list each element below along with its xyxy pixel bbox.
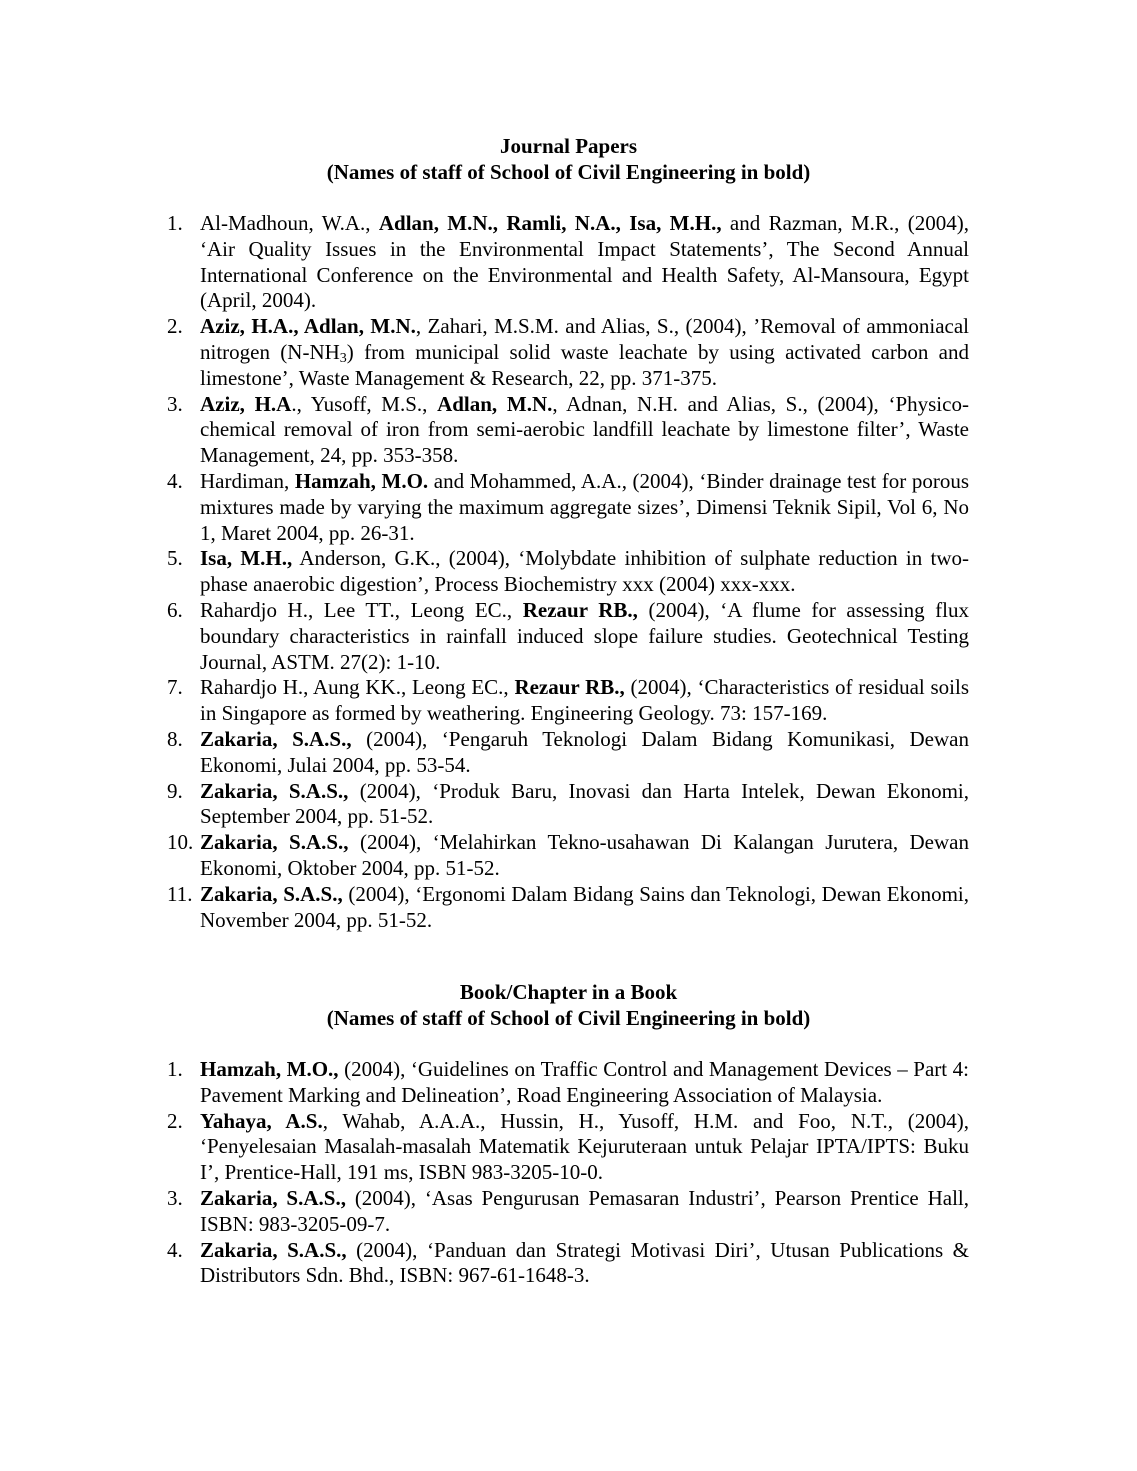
reference-text (200, 1186, 969, 1236)
reference-text-segment: (2004), ‘Panduan dan Strategi Motivasi Diri’, Utusan Publications & Distributors Sdn. Bhd., ISBN: 967-61-1648-3. (200, 1237, 969, 1288)
reference-text-segment: (2004), ‘Melahirkan Tekno-usahawan Di Kalangan Jurutera, Dewan Ekonomi, Oktober 2004, pp. 51-52. (200, 830, 969, 880)
reference-text-segment: Rahardjo H., Lee TT., Leong EC., (200, 597, 523, 622)
reference-item (167, 597, 969, 675)
reference-item (167, 468, 970, 546)
subscript: 3 (339, 350, 347, 366)
reference-item (167, 675, 969, 727)
reference-text-segment: Rahardjo H., Aung KK., Leong EC., (200, 675, 515, 700)
reference-text-segment: , Adnan, N.H. and Alias, S., (2004), ‘Physico-chemical removal of iron from semi-aerobic landfill leachate by limestone filter’, Waste Management, 24, pp. 353-358. (200, 391, 969, 468)
reference-text (200, 469, 969, 545)
reference-item (167, 1185, 969, 1238)
staff-name-bold: Yahaya, A.S. (200, 1108, 323, 1133)
reference-text (200, 675, 969, 725)
staff-name-bold: Adlan, M.N. (437, 391, 553, 416)
staff-name-bold: Rezaur RB., (522, 597, 638, 622)
reference-text-segment: and Razman, M.R., (2004), ‘Air Quality Issues in the Environmental Impact Statements’, The Second Annual International Conference on the Environmental and Health Safety, Al-Mansoura, Egypt (April, 2004). (200, 211, 969, 313)
reference-text (200, 1238, 969, 1288)
reference-text-segment: , Zahari, M.S.M. and Alias, S., (2004), ’Removal of ammoniacal nitrogen (N-NH (200, 314, 970, 364)
book-chapter-title: Book/Chapter in a Book (459, 980, 678, 1004)
reference-text-segment: ., Yusoff, M.S., (291, 391, 438, 416)
reference-item (167, 881, 969, 934)
reference-item (167, 211, 969, 314)
book-chapter-list (0, 1057, 1137, 1289)
staff-name-bold: Isa, M.H., (200, 546, 293, 571)
reference-text-segment: Anderson, G.K., (2004), ‘Molybdate inhibition of sulphate reduction in two-phase anaerobic digestion’, Process Biochemistry xxx (2004) xxx-xxx. (200, 546, 969, 597)
staff-name-bold: Zakaria, S.A.S., (200, 1185, 346, 1210)
reference-text-segment: Al-Madhoun, W.A., (200, 211, 379, 235)
reference-item (167, 1057, 970, 1109)
staff-name-bold: Zakaria, S.A.S., (200, 726, 352, 751)
reference-text (200, 882, 969, 932)
reference-text (200, 211, 969, 312)
reference-text-segment: (2004), ‘Asas Pengurusan Pemasaran Industri’, Pearson Prentice Hall, ISBN: 983-3205-09-7. (200, 1185, 969, 1236)
reference-number: 11. (167, 881, 193, 906)
reference-text (200, 727, 969, 777)
reference-text (200, 598, 969, 674)
reference-number: 3. (167, 1185, 183, 1210)
reference-number: 1. (167, 1057, 183, 1081)
reference-text-segment: (2004), ‘Ergonomi Dalam Bidang Sains dan Teknologi, Dewan Ekonomi, November 2004, pp. 51-52. (200, 881, 969, 932)
reference-number: 6. (167, 597, 183, 622)
staff-name-bold: Aziz, H.A., Adlan, M.N. (200, 314, 416, 339)
reference-text-segment: (2004), ‘Produk Baru, Inovasi dan Harta Intelek, Dewan Ekonomi, September 2004, pp. 51-52. (200, 778, 969, 829)
staff-name-bold: Zakaria, S.A.S., (200, 1237, 347, 1262)
journal-papers-heading (0, 134, 1137, 186)
staff-name-bold: Hamzah, M.O., (200, 1057, 339, 1081)
reference-item (167, 726, 969, 779)
staff-name-bold: Zakaria, S.A.S., (200, 881, 343, 906)
reference-text (200, 779, 969, 829)
reference-item (167, 546, 969, 598)
reference-item (167, 778, 969, 831)
reference-number: 10. (167, 830, 194, 855)
reference-text (200, 1109, 969, 1185)
book-chapter-subtitle: (Names of staff of School of Civil Engineering in bold) (326, 1005, 811, 1030)
journal-papers-subtitle: (Names of staff of School of Civil Engineering in bold) (326, 159, 811, 184)
reference-item (167, 1108, 970, 1186)
reference-number: 3. (167, 391, 183, 416)
reference-number: 4. (167, 468, 183, 493)
reference-text (200, 546, 969, 596)
reference-text (200, 314, 969, 390)
reference-text-segment: and Mohammed, A.A., (2004), ‘Binder drainage test for porous mixtures made by varying the maximum aggregate sizes’, Dimensi Teknik Sipil, Vol 6, No 1, Maret 2004, pp. 26-31. (200, 468, 970, 545)
reference-text (200, 830, 969, 880)
journal-papers-title: Journal Papers (499, 134, 638, 158)
reference-text-segment: (2004), ‘A flume for assessing flux boundary characteristics in rainfall induced slope failure studies. Geotechnical Testing Journal, ASTM. 27(2): 1-10. (200, 597, 969, 674)
reference-number: 2. (167, 1108, 183, 1133)
reference-text-segment: (2004), ‘Pengaruh Teknologi Dalam Bidang Komunikasi, Dewan Ekonomi, Julai 2004, pp. 53-54. (200, 726, 969, 777)
reference-text (200, 392, 969, 468)
reference-item (167, 314, 970, 391)
staff-name-bold: Adlan, M.N., Ramli, N.A., Isa, M.H., (378, 211, 722, 235)
staff-name-bold: Hamzah, M.O. (294, 468, 429, 493)
reference-item (167, 830, 969, 882)
reference-number: 7. (167, 675, 183, 700)
reference-text-segment: ) from municipal solid waste leachate by using activated carbon and limestone’, Waste Management & Research, 22, pp. 371-375. (200, 339, 969, 390)
reference-item (167, 391, 969, 469)
reference-text-segment: (2004), ‘Guidelines on Traffic Control and Management Devices – Part 4: Pavement Marking and Delineation’, Road Engineering Association of Malaysia. (200, 1057, 970, 1107)
reference-number: 9. (167, 778, 183, 803)
book-chapter-heading (0, 980, 1137, 1032)
reference-number: 1. (167, 211, 183, 235)
staff-name-bold: Zakaria, S.A.S., (200, 778, 349, 803)
reference-text (200, 1057, 969, 1107)
reference-number: 2. (167, 314, 183, 339)
journal-papers-list (0, 211, 1137, 933)
reference-number: 5. (167, 546, 183, 571)
reference-text-segment: (2004), ‘Characteristics of residual soils in Singapore as formed by weathering. Engineering Geology. 73: 157-169. (200, 675, 969, 726)
staff-name-bold: Zakaria, S.A.S., (200, 830, 349, 855)
reference-text-segment: Hardiman, (200, 468, 295, 493)
reference-number: 4. (167, 1237, 183, 1262)
staff-name-bold: Rezaur RB., (514, 675, 625, 700)
staff-name-bold: Aziz, H.A (200, 391, 292, 416)
reference-item (167, 1237, 969, 1290)
reference-text-segment: , Wahab, A.A.A., Hussin, H., Yusoff, H.M. and Foo, N.T., (2004), ‘Penyelesaian Masalah-masalah Matematik Kejuruteraan untuk Pelajar IPTA/IPTS: Buku I’, Prentice-Hall, 191 ms, ISBN 983-3205-10-0. (200, 1108, 970, 1185)
reference-number: 8. (167, 726, 183, 751)
